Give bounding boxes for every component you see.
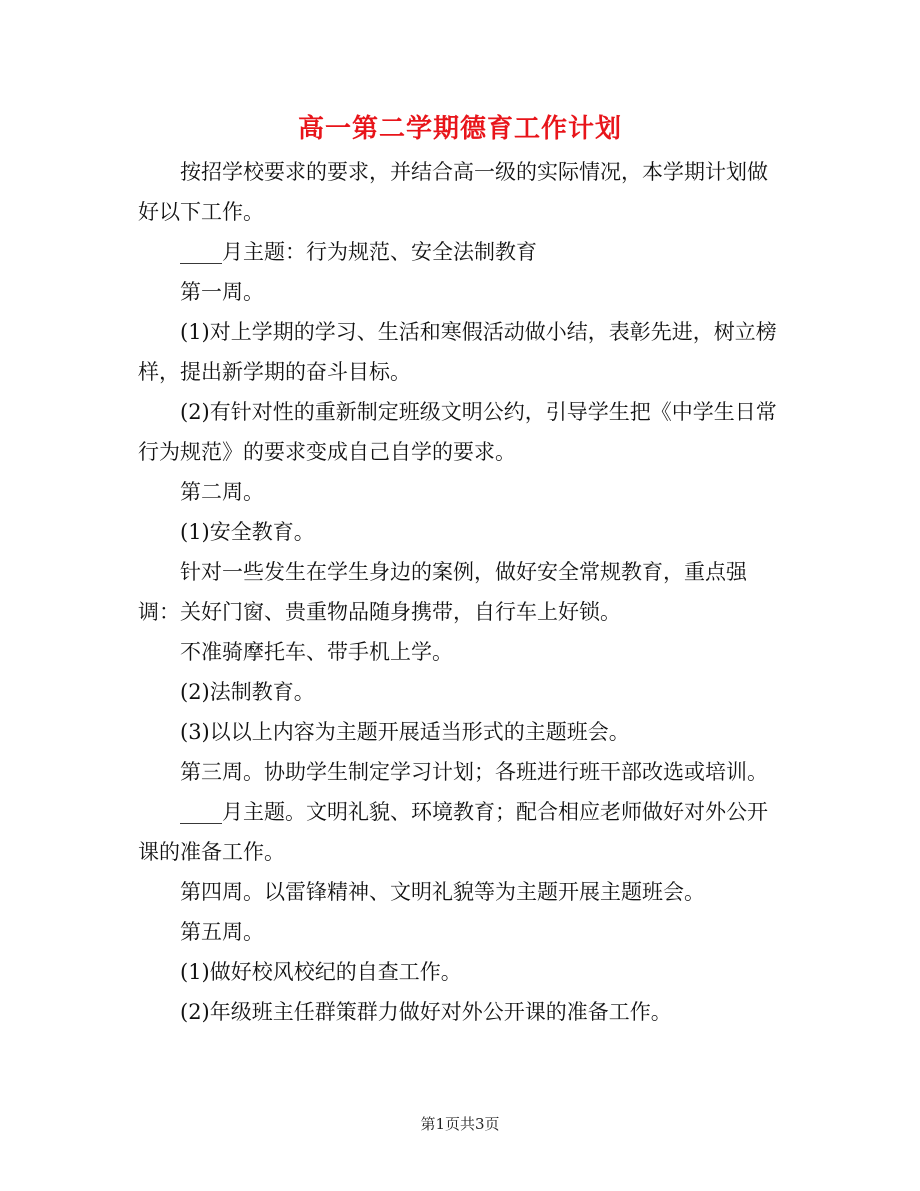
paragraph: ____月主题：行为规范、安全法制教育 [180,240,537,264]
document-body [138,152,786,1032]
paragraph: ____月主题。文明礼貌、环境教育；配合相应老师做好对外公开课的准备工作。 [138,800,768,864]
paragraph: 第一周。 [180,280,264,304]
paragraph: (1)做好校风校纪的自查工作。 [180,960,462,984]
page-number-footer: 第1页共3页 [420,1115,500,1133]
paragraph: 不准骑摩托车、带手机上学。 [180,640,453,664]
paragraph: (3)以以上内容为主题开展适当形式的主题班会。 [180,720,630,744]
paragraph: (2)法制教育。 [180,680,315,704]
paragraph: 第四周。以雷锋精神、文明礼貌等为主题开展主题班会。 [180,880,705,904]
paragraph: 第三周。协助学生制定学习计划；各班进行班干部改选或培训。 [180,760,768,784]
paragraph: (2)年级班主任群策群力做好对外公开课的准备工作。 [180,1000,672,1024]
document-title: 高一第二学期德育工作计划 [297,114,622,144]
paragraph: 第五周。 [180,920,264,944]
paragraph: (2)有针对性的重新制定班级文明公约，引导学生把《中学生日常行为规范》的要求变成自己自学的要求。 [138,400,777,464]
paragraph: 按招学校要求的要求，并结合高一级的实际情况，本学期计划做好以下工作。 [138,160,768,224]
paragraph: (1)对上学期的学习、生活和寒假活动做小结，表彰先进，树立榜样，提出新学期的奋斗目标。 [138,320,777,384]
paragraph: 针对一些发生在学生身边的案例，做好安全常规教育，重点强调：关好门窗、贵重物品随身携带，自行车上好锁。 [138,560,747,624]
paragraph: (1)安全教育。 [180,520,315,544]
paragraph: 第二周。 [180,480,264,504]
